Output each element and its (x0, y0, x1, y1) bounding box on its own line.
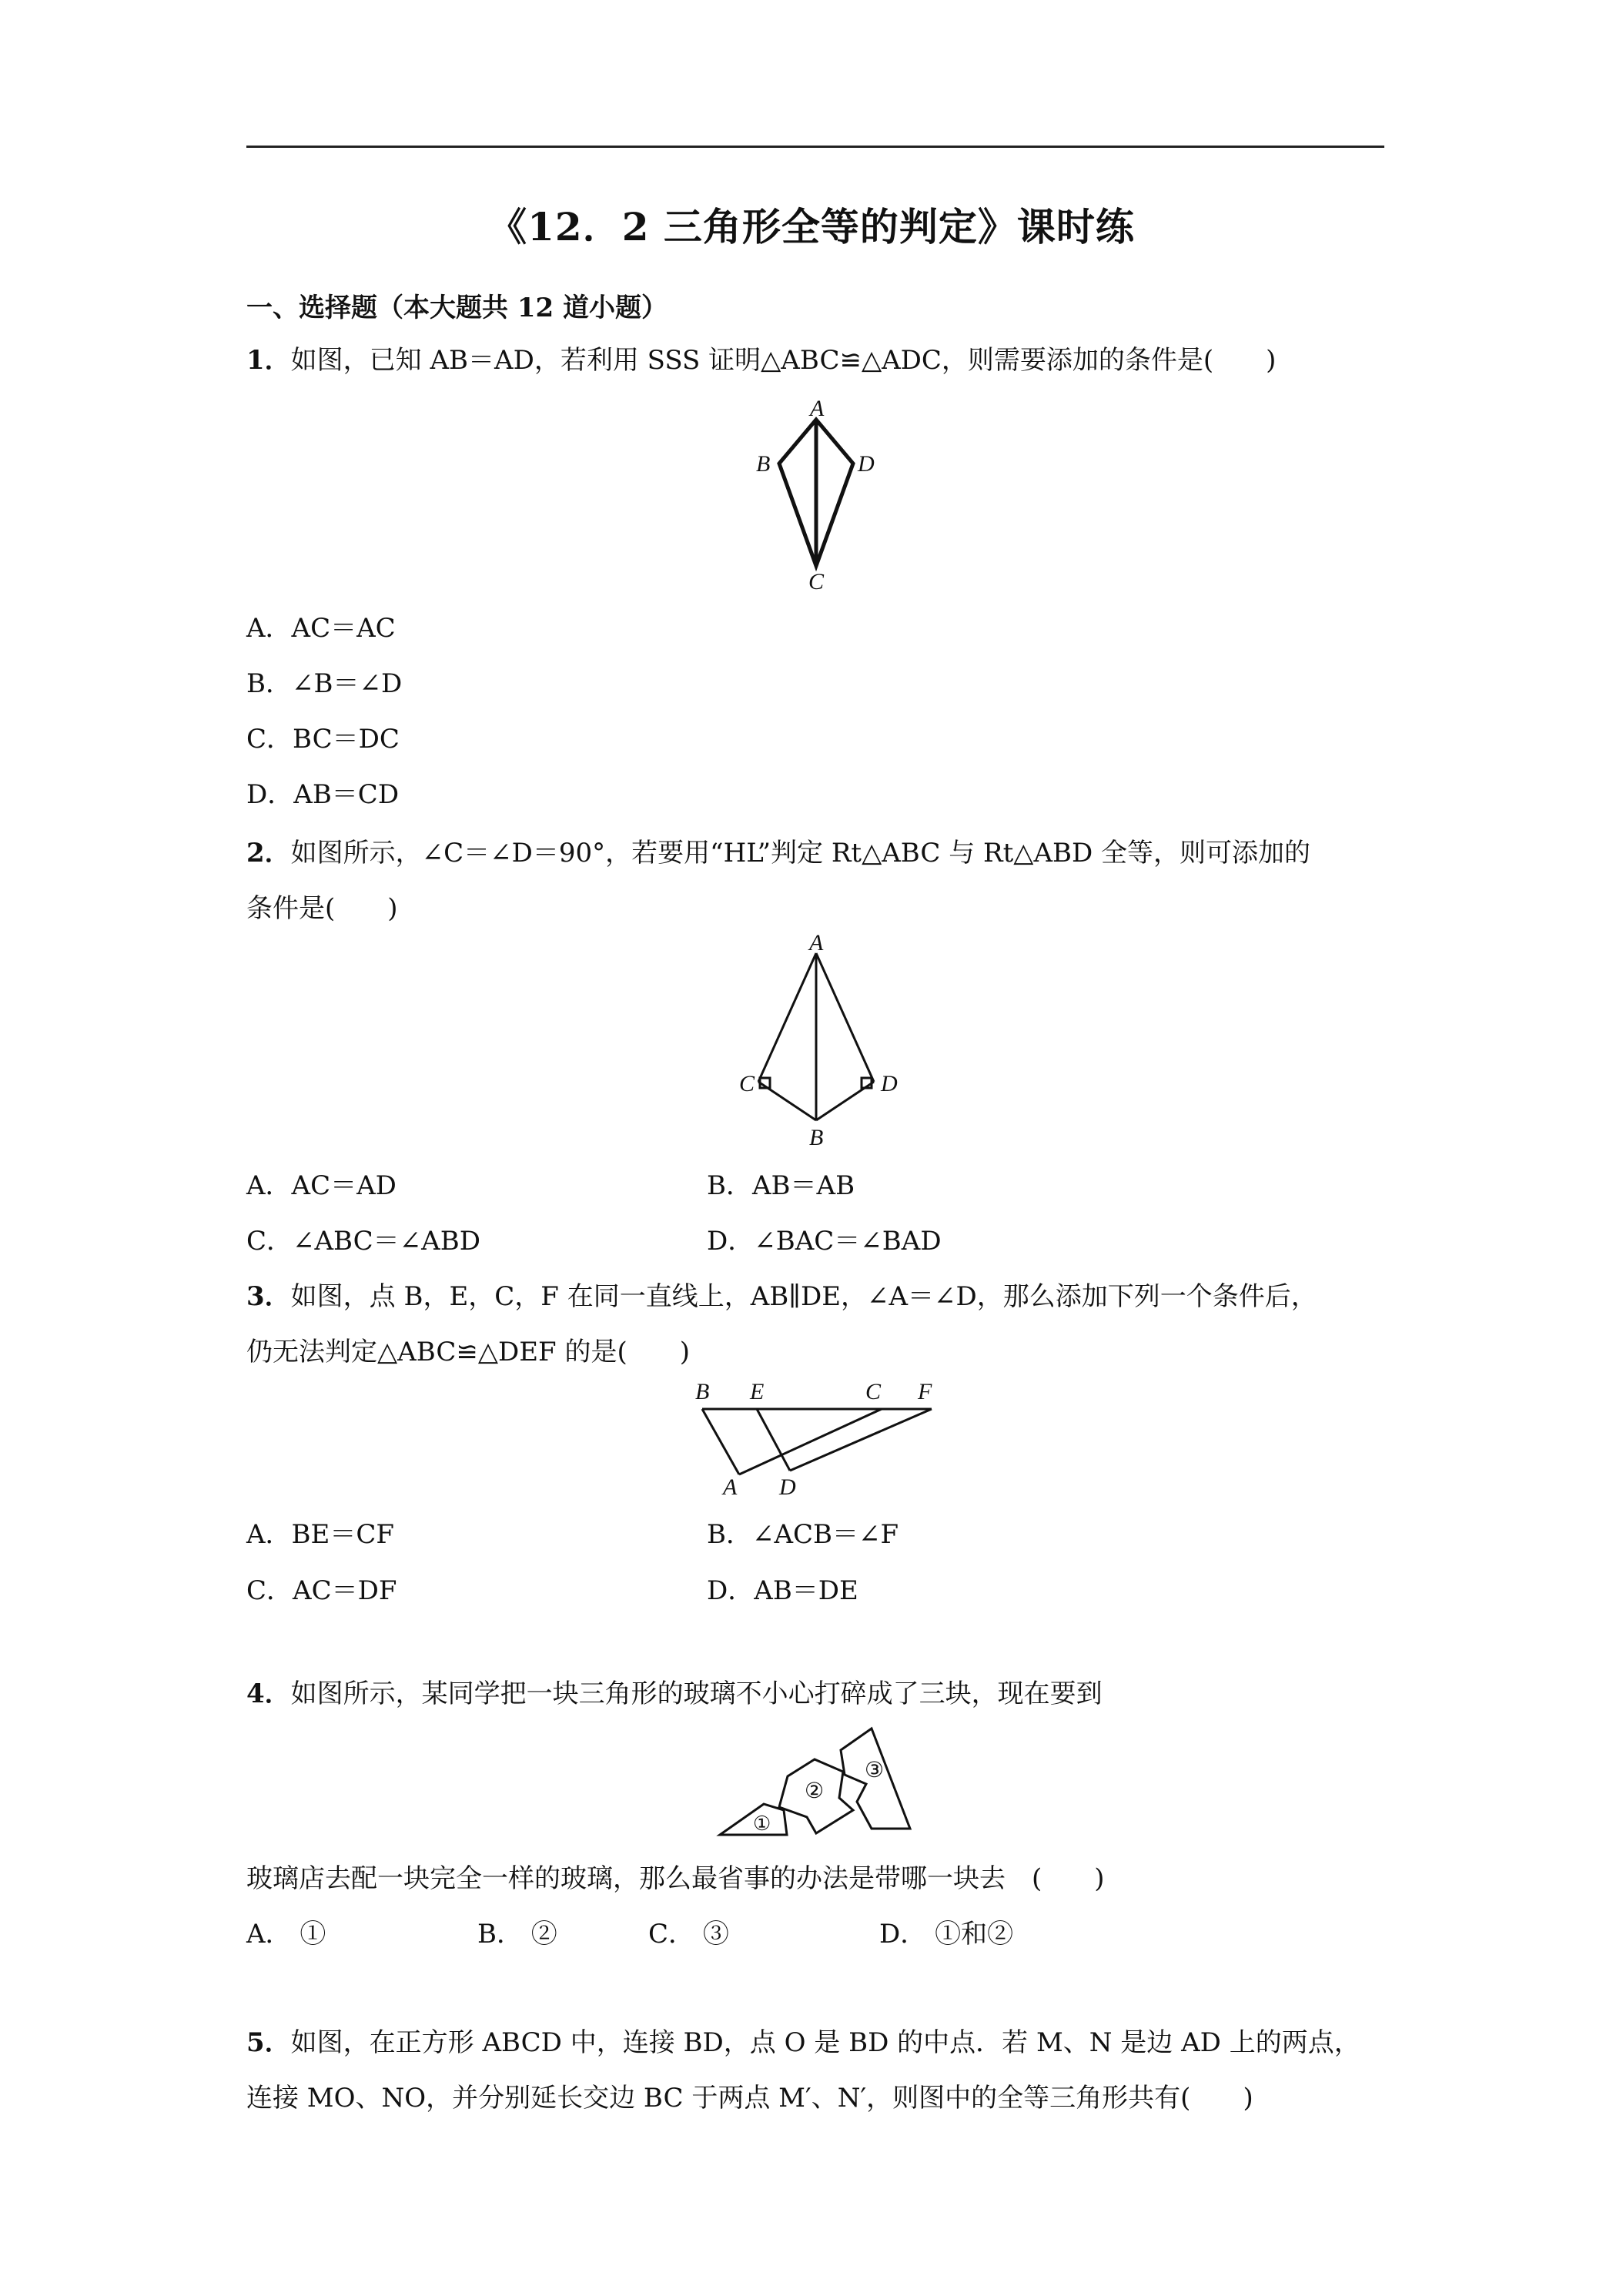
question-1-option-d[interactable]: D．AB＝CD (246, 779, 400, 810)
question-4-line-2: 玻璃店去配一块完全一样的玻璃，那么最省事的办法是带哪一块去 ( ) (246, 1863, 1105, 1894)
question-2-option-a[interactable]: A．AC＝AD (246, 1170, 397, 1201)
question-1-number: 1． (246, 345, 291, 376)
question-3-number: 3． (246, 1281, 291, 1312)
q2-label-a: A (809, 932, 824, 956)
q3-label-b: B (695, 1379, 710, 1404)
top-rule (246, 146, 1384, 148)
q2-side-ad (816, 953, 874, 1082)
question-4-option-c[interactable]: C． ③ (648, 1919, 729, 1950)
q4-label-piece-1: ① (753, 1812, 771, 1835)
section-heading: 一、选择题（本大题共 12 道小题） (246, 293, 668, 323)
question-3-option-c[interactable]: C．AC＝DF (246, 1575, 397, 1606)
q2-label-c: C (739, 1071, 755, 1096)
question-2-figure (716, 932, 916, 1155)
q3-label-d: D (779, 1474, 796, 1498)
page-title: 《12．2 三角形全等的判定》课时练 (488, 204, 1135, 249)
question-4-stem-1: 如图所示，某同学把一块三角形的玻璃不小心打碎成了三块，现在要到 (290, 1678, 1103, 1709)
question-4-line-1 (246, 1672, 1103, 1710)
q3-segment-ac (739, 1409, 882, 1474)
question-2-option-b[interactable]: B．AB＝AB (707, 1170, 855, 1201)
q2-side-ac (758, 953, 816, 1082)
question-2-stem-1: 如图所示，∠C＝∠D＝90°，若要用“HL”判定 Rt△ABC 与 Rt△ABD 全等，则可添加的 (290, 838, 1311, 869)
question-5-number: 5． (246, 2027, 291, 2058)
q2-label-b: B (809, 1125, 824, 1150)
question-5-line-2: 连接 MO、NO，并分别延长交边 BC 于两点 M′、N′，则图中的全等三角形共有( ) (246, 2083, 1253, 2114)
q1-label-b: B (756, 451, 771, 477)
question-5-line-1 (246, 2021, 1360, 2059)
q4-label-piece-3: ③ (865, 1759, 885, 1782)
question-3-option-b[interactable]: B．∠ACB＝∠F (707, 1519, 899, 1550)
question-3-line-2: 仍无法判定△ABC≌△DEF 的是( ) (246, 1337, 690, 1367)
question-2-number: 2． (246, 838, 291, 869)
question-2-option-d[interactable]: D．∠BAC＝∠BAD (707, 1226, 942, 1257)
q3-segment-ed (757, 1409, 790, 1471)
q3-segment-ba (702, 1409, 739, 1474)
q1-label-a: A (810, 396, 825, 421)
q3-label-e: E (750, 1379, 765, 1404)
question-3-stem-1: 如图，点 B，E，C，F 在同一直线上，AB∥DE，∠A＝∠D，那么添加下列一个条件后， (290, 1281, 1317, 1312)
question-3-option-a[interactable]: A．BE＝CF (246, 1519, 394, 1550)
question-3-option-d[interactable]: D．AB＝DE (707, 1575, 858, 1606)
q4-label-piece-2: ② (805, 1779, 825, 1803)
question-1-option-c[interactable]: C．BC＝DC (246, 724, 400, 755)
question-4-figure (708, 1721, 924, 1844)
q3-label-f: F (918, 1379, 932, 1404)
question-4-option-d[interactable]: D． ①和② (879, 1919, 1014, 1950)
q1-label-c: C (808, 569, 825, 593)
question-1-stem: 如图，已知 AB＝AD，若利用 SSS 证明△ABC≌△ADC，则需要添加的条件是( ) (290, 345, 1277, 376)
question-4-option-b[interactable]: B． ② (477, 1919, 557, 1950)
question-1-option-a[interactable]: A．AC＝AC (246, 613, 396, 644)
question-2-line-1 (246, 832, 1310, 869)
q2-label-d: D (881, 1071, 898, 1096)
question-4-number: 4． (246, 1678, 291, 1709)
q3-label-a: A (723, 1474, 738, 1498)
question-1-option-b[interactable]: B．∠B＝∠D (246, 668, 403, 699)
question-2-option-c[interactable]: C．∠ABC＝∠ABD (246, 1226, 480, 1257)
question-2-line-2: 条件是( ) (246, 893, 398, 924)
question-4-option-a[interactable]: A． ① (246, 1919, 326, 1950)
q1-label-d: D (858, 451, 875, 477)
q3-label-c: C (865, 1379, 882, 1404)
question-1-line-1 (246, 339, 1276, 377)
question-1-figure (739, 393, 909, 593)
question-3-figure (685, 1374, 947, 1498)
question-3-line-1 (246, 1275, 1317, 1313)
question-5-stem-1: 如图，在正方形 ABCD 中，连接 BD，点 O 是 BD 的中点．若 M、N 是边 AD 上的两点， (290, 2027, 1360, 2058)
